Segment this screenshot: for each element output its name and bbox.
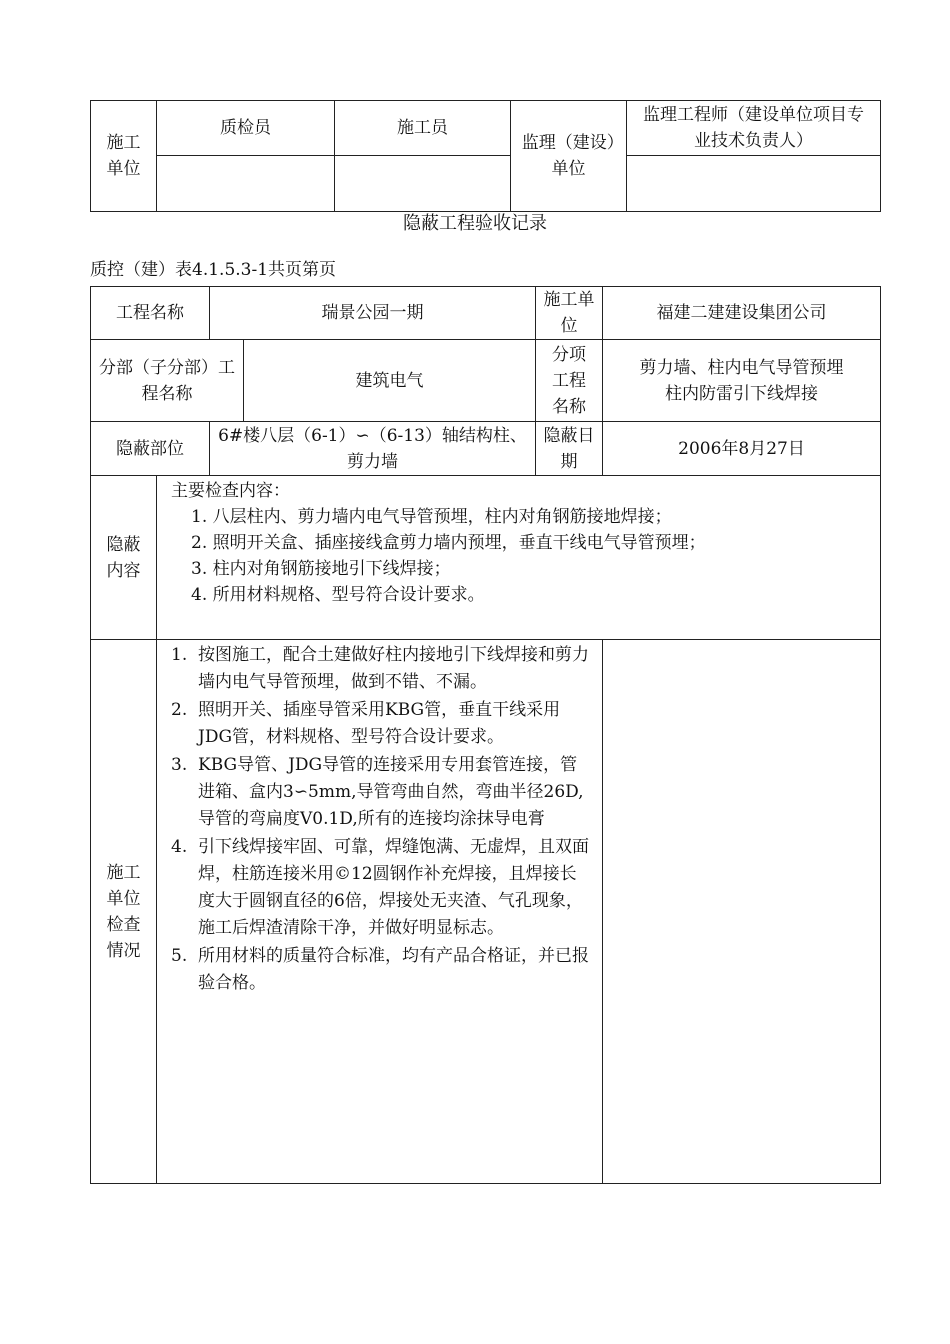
concealed-date-value: 2006年8月27日 <box>603 422 881 476</box>
inspection-item-number: 1. <box>171 645 188 665</box>
sig-quality-inspector-label: 质检员 <box>157 101 335 156</box>
concealed-content-heading: 主要检查内容： <box>171 481 290 501</box>
concealed-content-label: 隐蔽内容 <box>91 476 157 640</box>
form-number: 质控（建）表4.1.5.3-1共页第页 <box>90 260 337 280</box>
sig-supervision-unit-label: 监理（建设）单位 <box>511 101 627 212</box>
inspection-label: 施工单位检查情况 <box>91 640 157 1184</box>
acceptance-record-table <box>90 286 881 1184</box>
page-title: 隐蔽工程验收记录 <box>403 213 547 234</box>
inspection-item-number: 4. <box>171 837 188 857</box>
concealed-content-cell <box>157 476 881 640</box>
inspection-item-text: 引下线焊接牢固、可靠，焊缝饱满、无虚焊，且双面焊，柱筋连接米用©12圆钢作补充焊接，且焊接长度大于圆钢直径的6倍，焊接处无夹渣、气孔现象，施工后焊渣清除干净，并做好明显标志。 <box>198 837 589 938</box>
sig-quality-inspector-cell <box>157 156 335 212</box>
sig-constructor-cell <box>335 156 511 212</box>
inspection-item-number: 5. <box>171 946 188 966</box>
concealed-date-label: 隐蔽日期 <box>536 422 603 476</box>
inspection-cell <box>157 640 603 1184</box>
concealed-content-item: 1. 八层柱内、剪力墙内电气导管预埋，柱内对角钢筋接地焊接； <box>191 507 672 527</box>
concealed-content-item: 3. 柱内对角钢筋接地引下线焊接； <box>191 559 451 579</box>
inspection-item <box>171 642 592 696</box>
concealed-content-item: 2. 照明开关盒、插座接线盒剪力墙内预埋，垂直干线电气导管预埋； <box>191 533 706 553</box>
construction-unit-value: 福建二建建设集团公司 <box>603 287 881 340</box>
sub-item-line1: 剪力墙、柱内电气导管预埋 <box>639 357 844 378</box>
inspection-item-text: 照明开关、插座导管采用KBG管，垂直干线采用JDG管，材料规格、型号符合设计要求。 <box>198 700 561 747</box>
sig-supervising-engineer-cell <box>627 156 881 212</box>
sig-supervising-engineer-label: 监理工程师（建设单位项目专业技术负责人） <box>627 101 881 156</box>
sig-construction-unit-label: 施工单位 <box>91 101 157 212</box>
inspection-signature-cell <box>603 640 881 1184</box>
concealed-location-label: 隐蔽部位 <box>91 422 210 476</box>
inspection-item-number: 3. <box>171 755 188 775</box>
project-name-value: 瑞景公园一期 <box>210 287 536 340</box>
inspection-item <box>171 752 592 833</box>
inspection-item <box>171 834 592 942</box>
signature-table <box>90 100 881 212</box>
concealed-content-item: 4. 所用材料规格、型号符合设计要求。 <box>191 585 485 605</box>
concealed-location-value: 6#楼八层（6-1）∽（6-13）轴结构柱、剪力墙 <box>210 422 536 476</box>
construction-unit-label: 施工单位 <box>536 287 603 340</box>
inspection-item <box>171 943 592 997</box>
sub-item-value <box>603 340 881 422</box>
project-name-label: 工程名称 <box>91 287 210 340</box>
inspection-item-text: 按图施工，配合土建做好柱内接地引下线焊接和剪力墙内电气导管预埋，做到不错、不漏。 <box>198 645 589 692</box>
sub-item-line2: 柱内防雷引下线焊接 <box>665 383 818 404</box>
inspection-item-number: 2. <box>171 700 188 720</box>
inspection-item <box>171 697 592 751</box>
inspection-item-text: KBG导管、JDG导管的连接采用专用套管连接，管进箱、盒内3∽5mm,导管弯曲自然，弯曲半径26D,导管的弯扁度V0.1D,所有的连接均涂抹导电膏 <box>198 755 584 829</box>
sub-item-label: 分项工程名称 <box>536 340 603 422</box>
sig-constructor-label: 施工员 <box>335 101 511 156</box>
sub-project-value: 建筑电气 <box>244 340 536 422</box>
sub-project-label: 分部（子分部）工程名称 <box>91 340 244 422</box>
inspection-item-text: 所用材料的质量符合标准，均有产品合格证，并已报验合格。 <box>198 946 589 993</box>
